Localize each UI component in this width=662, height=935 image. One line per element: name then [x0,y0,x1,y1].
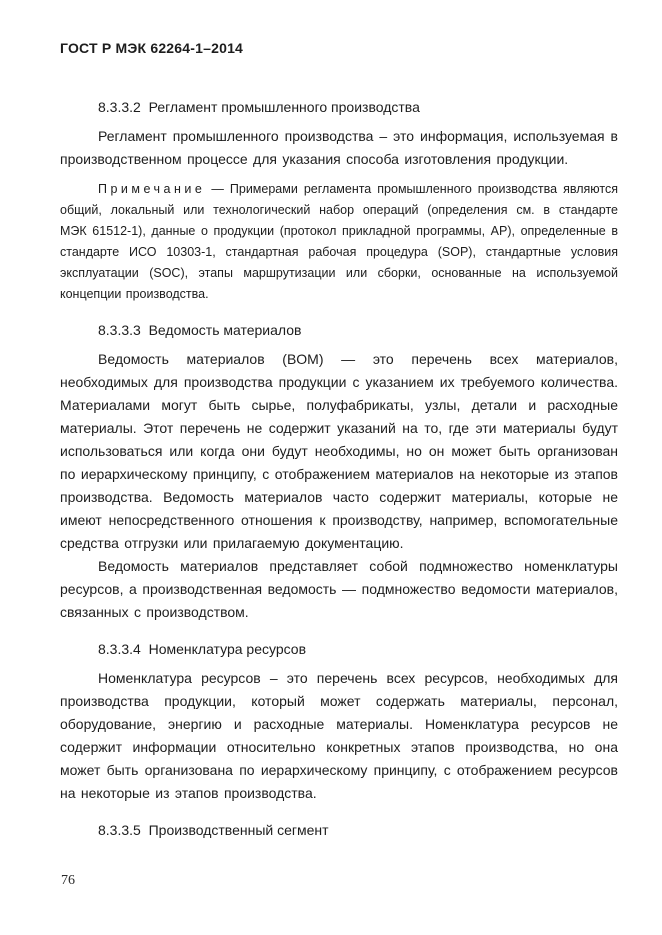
paragraph-8332-1: Регламент промышленного производства – это информация, используемая в производственном процессе для указания способа изготовления продукции. [60,128,618,167]
section-heading-8333: 8.3.3.3 Ведомость материалов [98,322,302,338]
section-heading-8335: 8.3.3.5 Производственный сегмент [98,822,329,838]
section-heading-8332: 8.3.3.2 Регламент промышленного производства [98,99,420,115]
note-text: — Примерами регламента промышленного производства являются общий, локальный или технологический набор операций (определения см. в стандарте МЭК 61512-1), данные о продукции (протокол прикладной программы, AP), определенные в стандарте ИСО 10303-1, стандартная рабочая процедура (SOP), стандартные условия эксплуатации (SOC), этапы маршрутизации или сборки, основанные на используемой концепции производства. [60,182,618,301]
note-8332 [60,179,618,305]
paragraph-8334-1: Номенклатура ресурсов – это перечень всех ресурсов, необходимых для производства продукции, который может содержать материалы, персонал, оборудование, энергию и расходные материалы. Номенклатура ресурсов не содержит информации относительно конкретных этапов производства, но она может быть организована по иерархическому принципу, с отображением ресурсов на некоторые из этапов производства. [60,670,618,801]
document-standard-code: ГОСТ Р МЭК 62264-1–2014 [60,40,244,56]
paragraph-8333-1: Ведомость материалов (BOM) — это перечень всех материалов, необходимых для производства продукции с указанием их требуемого количества. Материалами могут быть сырье, полуфабрикаты, узлы, детали и расходные материалы. Этот перечень не содержит указаний на то, где эти материалы будут использоваться или когда они будут необходимы, но он может быть организован по иерархическому принципу, с отображением материалов на некоторые из этапов производства. Ведомость материалов часто содержит материалы, которые не имеют непосредственного отношения к производству, например, вспомогательные средства отгрузки или прилагаемую документацию. [60,351,618,551]
paragraph-8333-2: Ведомость материалов представляет собой подмножество номенклатуры ресурсов, а производственная ведомость — подмножество ведомости материалов, связанных с производством. [60,558,618,620]
section-heading-8334: 8.3.3.4 Номенклатура ресурсов [98,641,307,657]
note-label: Примечание [98,182,206,196]
page-number: 76 [61,873,75,888]
